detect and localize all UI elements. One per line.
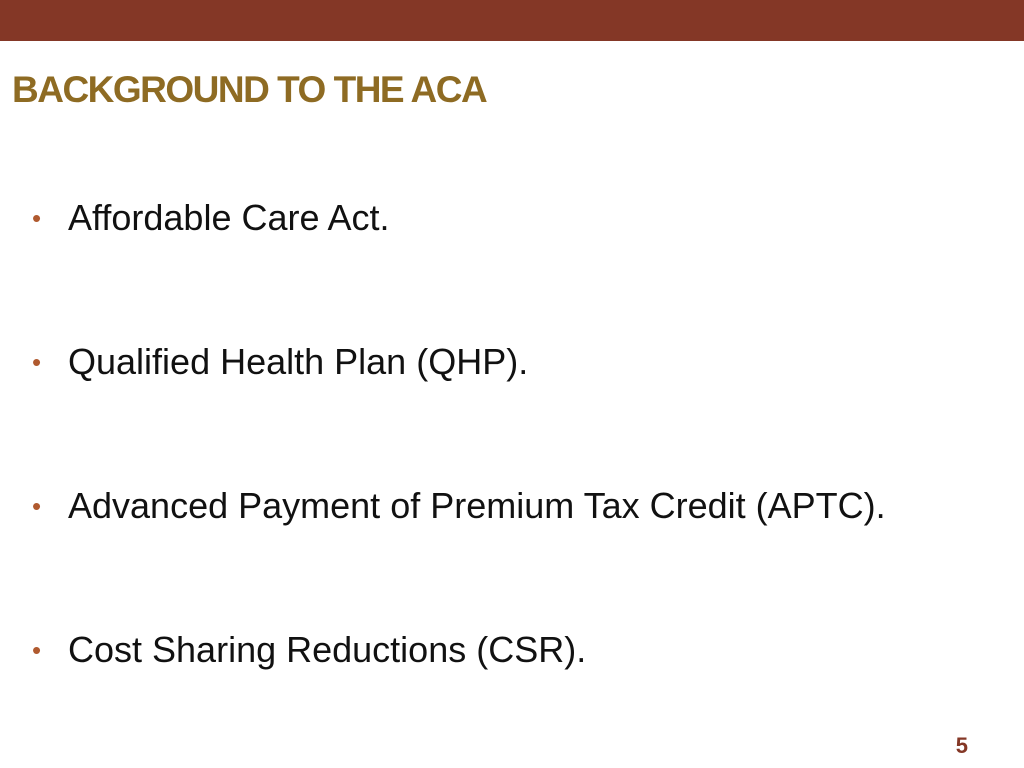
slide-title: BACKGROUND TO THE ACA [12, 69, 487, 110]
bullet-text: Affordable Care Act. [68, 197, 390, 238]
bullet-item [32, 196, 390, 240]
bullet-text: Advanced Payment of Premium Tax Credit (APTC). [68, 485, 886, 526]
top-accent-bar [0, 0, 1024, 41]
bullet-icon: • [32, 491, 42, 521]
bullet-item [32, 340, 528, 384]
bullet-text: Cost Sharing Reductions (CSR). [68, 629, 587, 670]
bullet-item [32, 484, 886, 528]
bullet-icon: • [32, 203, 42, 233]
bullet-item [32, 628, 586, 672]
bullet-text: Qualified Health Plan (QHP). [68, 341, 529, 382]
bullet-icon: • [32, 635, 42, 665]
page-number: 5 [955, 733, 968, 758]
bullet-icon: • [32, 347, 42, 377]
